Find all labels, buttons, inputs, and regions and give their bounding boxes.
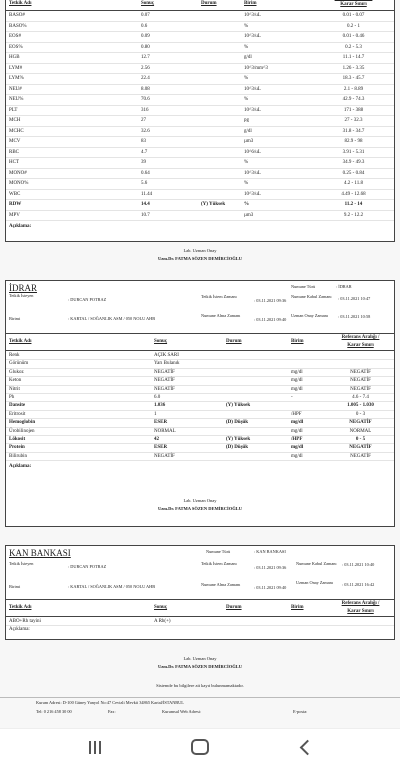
cell-test-name: Görünüm bbox=[9, 361, 29, 367]
kan-header bbox=[6, 599, 394, 617]
cell-test-name: RBC bbox=[9, 149, 20, 155]
cell-result: 2.56 bbox=[141, 65, 150, 71]
cell-unit: mg/dl bbox=[291, 369, 303, 375]
header-result: Sonuç bbox=[141, 1, 155, 6]
kan-tur-label: Numune Türü bbox=[206, 549, 231, 554]
cell-reference: 18.3 - 45.7 bbox=[342, 76, 365, 81]
cell-unit: mg/dl bbox=[291, 453, 303, 459]
cell-result: AÇIK SARI bbox=[154, 353, 179, 358]
cell-result: NEGATİF bbox=[154, 378, 175, 384]
cell-result: 32.6 bbox=[141, 128, 150, 134]
cell-test-name: Dansite bbox=[9, 403, 26, 409]
cell-status: (D) Düşük bbox=[226, 445, 249, 451]
kan-onay-label: Uzman Onay Zamanı bbox=[296, 580, 333, 585]
kan-onay-value: : 03.11.2021 16:42 bbox=[342, 582, 375, 587]
idrar-header-ref-1: Referans Aralığı / bbox=[341, 335, 380, 340]
cell-test-name: NEU# bbox=[9, 86, 22, 92]
table-row bbox=[6, 179, 394, 190]
footer-address: Kurum Adresi: D-100 Güney Yanyol No:47 Cevizli Mevkii 34865 Kartal/İSTANBUL bbox=[36, 700, 184, 705]
idrar-header bbox=[6, 333, 394, 351]
table-row bbox=[6, 22, 394, 33]
footer-fax: Fax: bbox=[108, 709, 116, 714]
cell-result: 42 bbox=[154, 437, 159, 442]
cell-result: NEGATİF bbox=[154, 453, 175, 459]
cell-reference: 171 - 388 bbox=[343, 107, 364, 113]
cell-status: (Y) Yüksek bbox=[226, 403, 251, 409]
idrar-header-test: Tetkik Adı bbox=[9, 339, 32, 344]
cell-result: 5.6 bbox=[141, 181, 148, 186]
table-row bbox=[6, 200, 394, 211]
cell-unit: /HPF bbox=[291, 411, 302, 417]
table-row bbox=[6, 95, 394, 106]
cell-reference: 82.9 - 98 bbox=[344, 139, 363, 144]
cell-reference: 0.25 - 0.84 bbox=[342, 170, 365, 176]
cell-result: 0.80 bbox=[141, 44, 150, 50]
cell-reference: NEGATİF bbox=[350, 386, 371, 392]
cell-reference: 0.01 - 0.07 bbox=[342, 13, 365, 18]
cell-reference: 0 - 5 bbox=[355, 437, 366, 442]
cell-result: 0.64 bbox=[141, 170, 150, 176]
table-row bbox=[6, 137, 394, 148]
cell-unit: 10^3/uL bbox=[244, 170, 261, 176]
table-row bbox=[6, 127, 394, 138]
cell-result: 10.7 bbox=[141, 212, 150, 218]
cell-test-name: Protein bbox=[9, 445, 25, 451]
footer bbox=[0, 697, 400, 714]
cell-result: 27 bbox=[141, 118, 146, 123]
kan-title: KAN BANKASI bbox=[9, 548, 71, 558]
cell-result: NEGATİF bbox=[154, 369, 175, 375]
cell-test-name: EOS% bbox=[9, 44, 23, 50]
system-note: Sistemde bu bilgilere ait kayıt bulunmamaktadır. bbox=[156, 683, 244, 688]
footer-web: Kurumsal Web Adresi: bbox=[162, 709, 202, 714]
cell-test-name: Hemoglobin bbox=[9, 420, 36, 426]
table-row bbox=[6, 74, 394, 85]
cell-result: Yarı Bulanık bbox=[154, 361, 180, 367]
table-row bbox=[6, 53, 394, 64]
cell-reference: 34.9 - 49.3 bbox=[342, 160, 365, 165]
recent-apps-button[interactable] bbox=[80, 737, 110, 757]
home-icon bbox=[191, 739, 209, 755]
cell-reference: 11.2 - 14 bbox=[344, 202, 363, 207]
table-row bbox=[6, 453, 394, 461]
cell-test-name: LYM# bbox=[9, 65, 23, 71]
cell-result: 1.036 bbox=[154, 403, 166, 409]
kan-kabul-value: : 03.11.2021 10:40 bbox=[342, 562, 375, 567]
cell-unit: 10^3/mm^3 bbox=[244, 65, 268, 71]
hemogram-header bbox=[6, 0, 394, 11]
cell-unit: g/dl bbox=[244, 55, 252, 60]
cell-test-name: MCV bbox=[9, 139, 21, 144]
cell-unit: mg/dl bbox=[291, 378, 303, 384]
cell-unit: 10^3/uL bbox=[244, 34, 261, 39]
cell-result: 14.4 bbox=[141, 202, 150, 207]
kan-tetkik-label: Tetkik İsteyen bbox=[9, 561, 34, 566]
cell-reference: NEGATİF bbox=[350, 369, 371, 375]
idrar-section bbox=[5, 280, 395, 527]
cell-status: (D) Düşük bbox=[226, 420, 249, 426]
cell-result: 0.09 bbox=[141, 34, 150, 39]
idrar-onay-label: Uzman Onay Zamanı bbox=[291, 313, 328, 318]
table-row bbox=[6, 85, 394, 96]
cell-unit: /HPF bbox=[291, 437, 303, 442]
cell-test-name: Eritrosit bbox=[9, 411, 26, 417]
cell-unit: % bbox=[244, 76, 249, 81]
signature-role: Lab. Uzman Onay bbox=[183, 248, 217, 253]
kan-alma-value: : 03.11.2021 09:40 bbox=[254, 585, 287, 590]
hemogram-comment: Açıklama: bbox=[9, 224, 32, 229]
kan-header-test: Tetkik Adı bbox=[9, 605, 32, 610]
idrar-header-status: Durum bbox=[226, 339, 242, 344]
cell-test-name: Bilirubin bbox=[9, 453, 28, 459]
idrar-onay-value: : 03.11.2021 10:58 bbox=[338, 314, 371, 319]
table-row bbox=[6, 148, 394, 159]
table-row bbox=[6, 32, 394, 43]
kan-tetkik-value: : DURCAN POTRAZ bbox=[68, 564, 107, 569]
table-row bbox=[6, 158, 394, 169]
cell-reference: NEGATİF bbox=[349, 445, 372, 451]
idrar-tur-value: : İDRAR bbox=[336, 284, 352, 289]
kan-birim-value: : KARTAL / SOĞANLIK ASM / 050 NOLU AHB bbox=[68, 584, 156, 589]
cell-reference: 2.1 - 8.89 bbox=[343, 86, 364, 92]
cell-reference: 0.2 - 5.3 bbox=[345, 44, 362, 50]
cell-test-name: MCH bbox=[9, 118, 21, 123]
cell-unit: - bbox=[291, 395, 293, 400]
kan-header-result: Sonuç bbox=[154, 605, 168, 610]
home-button[interactable] bbox=[185, 737, 215, 757]
cell-unit: % bbox=[244, 97, 249, 102]
cell-reference: NEGATİF bbox=[350, 378, 371, 384]
cell-result: NORMAL bbox=[154, 428, 176, 434]
cell-test-name: MONO% bbox=[9, 181, 29, 186]
header-unit: Birim bbox=[244, 1, 257, 6]
cell-reference: 1.26 - 3.35 bbox=[342, 65, 365, 71]
idrar-header-unit: Birim bbox=[291, 339, 304, 344]
signature-name: Uzm.Dr. FATMA SÖZEN DEMİRCİOĞLU bbox=[157, 256, 243, 261]
idrar-title: İDRAR bbox=[9, 283, 38, 293]
table-row bbox=[6, 43, 394, 54]
cell-result: 83 bbox=[141, 139, 146, 144]
cell-test-name: Lökosit bbox=[9, 437, 26, 442]
idrar-alma-value: : 03.11.2021 09:40 bbox=[254, 317, 287, 322]
cell-unit: 10^3/uL bbox=[244, 13, 261, 18]
idrar-alma-label: Numune Alma Zamanı bbox=[201, 313, 241, 318]
cell-reference: NORMAL bbox=[349, 428, 372, 434]
cell-result: 11.44 bbox=[141, 191, 153, 197]
kan-tur-value: : KAN BANKASI bbox=[254, 549, 286, 554]
signature-name: Uzm.Dr. FATMA SÖZEN DEMİRCİOĞLU bbox=[157, 664, 243, 669]
cell-unit: 10^3/uL bbox=[244, 107, 261, 113]
cell-unit: % bbox=[244, 44, 249, 50]
cell-test-name: RDW bbox=[9, 202, 22, 207]
signature-3 bbox=[0, 656, 400, 669]
signature-1 bbox=[0, 248, 400, 261]
cell-test-name: HGB bbox=[9, 55, 20, 60]
cell-test-name: MCHC bbox=[9, 128, 24, 134]
cell-result: ESER bbox=[154, 445, 168, 451]
header-test: Tetkik Adı bbox=[9, 1, 32, 6]
cell-test-name: BASO% bbox=[9, 23, 27, 29]
cell-result: 39 bbox=[141, 160, 146, 165]
idrar-comment: Açıklama: bbox=[9, 464, 32, 469]
cell-result: 6.0 bbox=[154, 395, 161, 400]
cell-reference: 3.91 - 5.31 bbox=[342, 149, 365, 155]
table-row bbox=[6, 436, 394, 444]
cell-test-name: NEU% bbox=[9, 97, 24, 102]
cell-result: NEGATİF bbox=[154, 386, 175, 392]
cell-reference: 0.2 - 1 bbox=[347, 23, 360, 29]
cell-unit: pg bbox=[244, 118, 249, 123]
kan-istem-label: Tetkik İstem Zamanı bbox=[201, 561, 237, 566]
table-row bbox=[6, 190, 394, 201]
signature-role: Lab. Uzman Onay bbox=[183, 656, 217, 661]
cell-unit: µm3 bbox=[244, 212, 254, 218]
idrar-birim-label: Birimi bbox=[9, 316, 21, 321]
table-row bbox=[6, 419, 394, 427]
cell-reference: 4.6 - 7.4 bbox=[352, 395, 369, 400]
table-row bbox=[6, 352, 394, 360]
cell-result: 12.7 bbox=[141, 55, 150, 60]
cell-test-name: Nitrit bbox=[9, 386, 20, 392]
signature-2 bbox=[0, 498, 400, 511]
cell-status: (Y) Yüksek bbox=[226, 437, 251, 442]
idrar-kabul-value: : 03.11.2021 10:47 bbox=[338, 296, 371, 301]
cell-reference: 4.49 - 12.68 bbox=[341, 191, 366, 197]
cell-unit: mg/dl bbox=[291, 428, 303, 434]
header-ref-2: Karar Sınırı bbox=[340, 2, 367, 7]
signature-role: Lab. Uzman Onay bbox=[183, 498, 217, 503]
table-row bbox=[6, 169, 394, 180]
cell-unit: % bbox=[244, 202, 249, 207]
footer-email: E-posta: bbox=[293, 709, 308, 714]
cell-reference: 11.1 - 14.7 bbox=[342, 55, 365, 60]
cell-test-name: MPV bbox=[9, 212, 20, 218]
cell-test-name: MONO# bbox=[9, 170, 27, 176]
cell-test-name: EOS# bbox=[9, 34, 21, 39]
kan-header-ref-1: Referans Aralığı / bbox=[341, 601, 380, 606]
cell-reference: 1.005 - 1.030 bbox=[347, 403, 374, 409]
cell-result: 316 bbox=[141, 107, 149, 113]
kan-header-ref-2: Karar Sınırı bbox=[347, 609, 374, 614]
cell-reference: 27 - 32.3 bbox=[344, 118, 363, 123]
cell-unit: 10^3/uL bbox=[244, 191, 261, 197]
idrar-tetkik-value: : DURCAN POTRAZ bbox=[68, 297, 107, 302]
table-row bbox=[6, 11, 394, 22]
cell-reference: NEGATİF bbox=[350, 453, 371, 459]
cell-unit: 10^6/uL bbox=[244, 149, 261, 155]
cell-test-name: WBC bbox=[9, 191, 21, 197]
cell-test-name: Keton bbox=[9, 378, 22, 384]
hemogram-section bbox=[5, 0, 395, 242]
cell-result: 22.4 bbox=[141, 76, 150, 81]
cell-test-name: Ph bbox=[9, 395, 15, 400]
idrar-tur-label: Numune Türü bbox=[291, 284, 316, 289]
cell-unit: mg/dl bbox=[291, 420, 304, 426]
cell-reference: NEGATİF bbox=[349, 420, 372, 426]
kan-header-unit: Birim bbox=[291, 605, 304, 610]
footer-tel: Tel: 0 216 458 30 00 bbox=[36, 709, 72, 714]
cell-test-name: HCT bbox=[9, 160, 19, 165]
table-row bbox=[6, 402, 394, 410]
cell-test-name: BASO# bbox=[9, 13, 25, 18]
cell-unit: g/dl bbox=[244, 128, 252, 134]
kan-bankasi-section bbox=[5, 545, 395, 640]
cell-reference: 4.2 - 11.8 bbox=[344, 181, 363, 186]
cell-unit: µm3 bbox=[244, 139, 254, 144]
cell-test-name: ABO+Rh tayini bbox=[9, 619, 41, 624]
cell-reference: 0 - 3 bbox=[355, 411, 366, 417]
back-icon bbox=[299, 739, 315, 755]
table-row bbox=[6, 369, 394, 377]
table-row bbox=[6, 116, 394, 127]
table-row bbox=[6, 377, 394, 385]
cell-result: ESER bbox=[154, 420, 168, 426]
cell-reference: 31.8 - 34.7 bbox=[342, 128, 365, 134]
table-row bbox=[6, 394, 394, 402]
idrar-header-ref-2: Karar Sınırı bbox=[347, 343, 374, 348]
table-row bbox=[6, 360, 394, 368]
cell-test-name: LYM% bbox=[9, 76, 24, 81]
idrar-istem-label: Tetkik İstem Zamanı bbox=[201, 294, 237, 299]
table-row bbox=[6, 386, 394, 394]
cell-unit: mg/dl bbox=[291, 386, 303, 392]
table-row bbox=[6, 411, 394, 419]
cell-test-name: Glukoz bbox=[9, 369, 24, 375]
kan-alma-label: Numune Alma Zamanı bbox=[201, 582, 241, 587]
kan-istem-value: : 03.11.2021 09:36 bbox=[254, 565, 287, 570]
recent-apps-icon bbox=[89, 741, 101, 754]
cell-reference: 9.2 - 12.2 bbox=[343, 212, 364, 218]
kan-comment: Açıklama: bbox=[9, 627, 30, 632]
header-ref-1 bbox=[316, 0, 391, 1]
kan-kabul-label: Numune Kabul Zamanı bbox=[296, 561, 337, 566]
idrar-birim-value: : KARTAL / SOĞANLIK ASM / 050 NOLU AHB bbox=[68, 316, 156, 321]
cell-result: 4.7 bbox=[141, 149, 148, 155]
cell-reference: 42.9 - 74.3 bbox=[342, 97, 365, 102]
table-row bbox=[6, 106, 394, 117]
cell-result: 8.08 bbox=[141, 86, 150, 92]
cell-unit: mg/dl bbox=[291, 445, 304, 451]
table-row bbox=[6, 428, 394, 436]
back-button[interactable] bbox=[290, 737, 320, 757]
cell-test-name: PLT bbox=[9, 107, 18, 113]
table-row bbox=[6, 64, 394, 75]
table-row bbox=[6, 211, 394, 222]
cell-result: 0.6 bbox=[141, 23, 148, 29]
header-status: Durum bbox=[201, 1, 217, 6]
kan-header-status: Durum bbox=[226, 605, 242, 610]
cell-result: 70.6 bbox=[141, 97, 150, 102]
cell-result: 0.07 bbox=[141, 13, 150, 18]
cell-unit: % bbox=[244, 23, 249, 29]
cell-result: A Rh(+) bbox=[154, 619, 171, 624]
cell-result: 1 bbox=[154, 411, 157, 417]
cell-unit: % bbox=[244, 181, 249, 186]
kan-birim-label: Birimi bbox=[9, 584, 21, 589]
cell-status: (Y) Yüksek bbox=[201, 202, 226, 207]
cell-test-name: Renk bbox=[9, 353, 20, 358]
cell-unit: % bbox=[244, 160, 249, 165]
idrar-header-result: Sonuç bbox=[154, 339, 168, 344]
signature-name: Uzm.Dr. FATMA SÖZEN DEMİRCİOĞLU bbox=[157, 506, 243, 511]
cell-test-name: Ürobilinojen bbox=[9, 428, 35, 434]
android-navigation-bar bbox=[0, 728, 400, 766]
idrar-istem-value: : 03.11.2021 09:36 bbox=[254, 298, 287, 303]
cell-unit: 10^3/uL bbox=[244, 86, 261, 92]
idrar-tetkik-label: Tetkik İsteyen bbox=[9, 293, 34, 298]
idrar-kabul-label: Numune Kabul Zamanı bbox=[291, 294, 332, 299]
table-row bbox=[6, 444, 394, 452]
cell-reference: 0.01 - 0.46 bbox=[342, 34, 365, 39]
